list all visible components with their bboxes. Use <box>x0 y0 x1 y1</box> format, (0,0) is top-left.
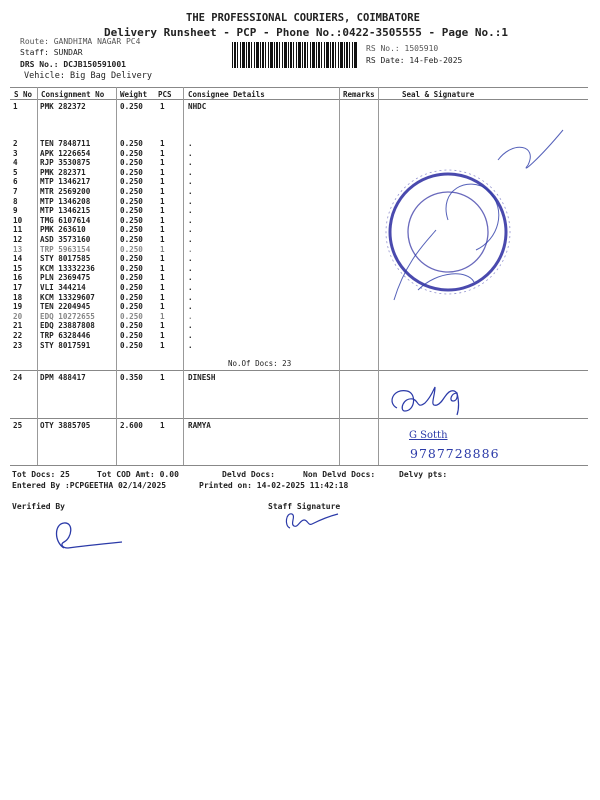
pieces: 1 <box>160 196 165 206</box>
column-divider <box>339 87 340 465</box>
consignment-number: APK 1226654 <box>40 148 91 158</box>
serial-number: 14 <box>13 254 23 264</box>
consignee-details: . <box>188 206 193 216</box>
weight: 0.250 <box>120 283 143 292</box>
consignee-details: . <box>188 167 193 177</box>
col-remarks: Remarks <box>343 90 375 99</box>
entered-by: Entered By :PCPGEETHA 02/14/2025 <box>12 481 167 490</box>
weight: 0.250 <box>120 254 143 264</box>
weight: 0.250 <box>120 139 143 148</box>
consignment-number: STY 8017585 <box>40 254 91 264</box>
weight: 0.250 <box>120 321 143 331</box>
pieces: 1 <box>160 139 165 148</box>
pieces: 1 <box>160 215 165 225</box>
pieces: 1 <box>160 340 165 350</box>
weight: 0.250 <box>120 215 143 225</box>
pieces: 1 <box>160 421 165 430</box>
consignee-details: . <box>188 187 193 196</box>
consignee-details: . <box>188 283 193 292</box>
serial-number: 20 <box>13 311 23 321</box>
weight: 0.250 <box>120 148 143 158</box>
consignment-number: TRP 6328446 <box>40 331 91 340</box>
pieces: 1 <box>160 254 165 264</box>
group-doc-count: No.Of Docs: 23 <box>228 359 292 368</box>
consignment-number: VLI 344214 <box>40 283 86 292</box>
consignee-details: DINESH <box>188 373 216 382</box>
serial-number: 10 <box>13 215 23 225</box>
consignee-details: . <box>188 302 193 312</box>
consignment-number: KCM 13332236 <box>40 263 95 273</box>
consignee-details: . <box>188 244 193 254</box>
consignment-number: STY 8017591 <box>40 340 91 350</box>
serial-number: 1 <box>13 102 18 111</box>
serial-number: 7 <box>13 187 18 196</box>
consignment-number: MTP 1346215 <box>40 206 91 216</box>
consignee-details: . <box>188 158 193 168</box>
consignee-details: . <box>188 340 193 350</box>
column-divider <box>37 87 38 465</box>
total-cod-amount: Tot COD Amt: 0.00 <box>97 470 179 479</box>
route: Route: GANDHIMA NAGAR PC4 <box>20 37 141 46</box>
serial-number: 25 <box>13 421 23 430</box>
weight: 0.250 <box>120 302 143 312</box>
verifier-signature <box>52 520 127 552</box>
table-top-border <box>10 87 588 88</box>
consignment-number: KCM 13329607 <box>40 292 95 302</box>
consignee-details: . <box>188 273 193 283</box>
weight: 0.250 <box>120 340 143 350</box>
serial-number: 8 <box>13 196 18 206</box>
document-title: Delivery Runsheet - PCP - Phone No.:0422-3505555 - Page No.:1 <box>104 26 508 39</box>
staff: Staff: SUNDAR <box>20 48 83 57</box>
consignee-details: . <box>188 263 193 273</box>
pieces: 1 <box>160 225 165 235</box>
rs-date: RS Date: 14-Feb-2025 <box>366 56 463 65</box>
weight: 0.250 <box>120 196 143 206</box>
pieces: 1 <box>160 148 165 158</box>
serial-number: 17 <box>13 283 23 292</box>
pieces: 1 <box>160 244 165 254</box>
weight: 2.600 <box>120 421 143 430</box>
weight: 0.250 <box>120 235 143 244</box>
serial-number: 9 <box>13 206 18 216</box>
pieces: 1 <box>160 187 165 196</box>
staff-signature-label: Staff Signature <box>268 502 341 511</box>
col-seal-signature: Seal & Signature <box>402 90 475 99</box>
consignee-details: . <box>188 235 193 244</box>
weight: 0.250 <box>120 167 143 177</box>
drs-number: DRS No.: DCJB150591001 <box>20 60 126 69</box>
pieces: 1 <box>160 302 165 312</box>
consignment-number: PMK 282371 <box>40 167 86 177</box>
consignment-number: PMK 282372 <box>40 102 86 111</box>
pieces: 1 <box>160 206 165 216</box>
handwritten-phone: 9787728886 <box>410 446 500 461</box>
consignee-details: . <box>188 139 193 148</box>
col-weight: Weight <box>120 90 148 99</box>
consignment-number: MTP 1346208 <box>40 196 91 206</box>
weight: 0.350 <box>120 373 143 382</box>
consignee-details: . <box>188 148 193 158</box>
pieces: 1 <box>160 311 165 321</box>
consignment-number: TMG 6107614 <box>40 215 91 225</box>
consignee-details: . <box>188 311 193 321</box>
delivery-points: Delvy pts: <box>399 470 448 479</box>
consignee-details: . <box>188 196 193 206</box>
consignment-number: RJP 3530875 <box>40 158 91 168</box>
staff-signature <box>280 508 340 532</box>
pieces: 1 <box>160 373 165 382</box>
consignment-number: EDQ 23887808 <box>40 321 95 331</box>
pieces: 1 <box>160 321 165 331</box>
weight: 0.250 <box>120 102 143 111</box>
row-divider <box>10 370 588 371</box>
serial-number: 3 <box>13 148 18 158</box>
column-divider <box>116 87 117 465</box>
company-seal-stamp <box>378 120 578 310</box>
header-bottom-border <box>10 99 588 100</box>
col-pcs: PCS <box>158 90 172 99</box>
weight: 0.250 <box>120 177 143 187</box>
serial-number: 21 <box>13 321 23 331</box>
consignment-number: TEN 2204945 <box>40 302 91 312</box>
column-divider <box>183 87 184 465</box>
pieces: 1 <box>160 273 165 283</box>
serial-number: 15 <box>13 263 23 273</box>
pieces: 1 <box>160 158 165 168</box>
serial-number: 2 <box>13 139 18 148</box>
verified-by-label: Verified By <box>12 502 65 511</box>
weight: 0.250 <box>120 206 143 216</box>
weight: 0.250 <box>120 158 143 168</box>
consignee-details: . <box>188 215 193 225</box>
consignment-number: PLN 2369475 <box>40 273 91 283</box>
delivered-docs: Delvd Docs: <box>222 470 275 479</box>
consignee-details: NHDC <box>188 102 207 111</box>
pieces: 1 <box>160 263 165 273</box>
pieces: 1 <box>160 177 165 187</box>
pieces: 1 <box>160 292 165 302</box>
serial-number: 11 <box>13 225 23 235</box>
weight: 0.250 <box>120 273 143 283</box>
consignee-details: . <box>188 292 193 302</box>
consignment-number: ASD 3573160 <box>40 235 91 244</box>
weight: 0.250 <box>120 187 143 196</box>
consignee-details: . <box>188 177 193 187</box>
pieces: 1 <box>160 167 165 177</box>
consignment-number: MTP 1346217 <box>40 177 91 187</box>
pieces: 1 <box>160 331 165 340</box>
consignment-number: EDQ 10272655 <box>40 311 95 321</box>
consignment-number: MTR 2569200 <box>40 187 91 196</box>
barcode <box>232 42 357 68</box>
consignment-number: TRP 5963154 <box>40 244 91 254</box>
col-consignment: Consignment No <box>41 90 105 99</box>
consignee-details: RAMYA <box>188 421 211 430</box>
consignment-number: PMK 263610 <box>40 225 86 235</box>
row-divider <box>10 418 588 419</box>
weight: 0.250 <box>120 244 143 254</box>
handwritten-receiver-name: G Sotth <box>409 430 448 441</box>
total-docs: Tot Docs: 25 <box>12 470 70 479</box>
table-bottom-border <box>10 465 588 466</box>
serial-number: 19 <box>13 302 23 312</box>
company-name: THE PROFESSIONAL COURIERS, COIMBATORE <box>186 12 420 24</box>
serial-number: 13 <box>13 244 23 254</box>
pieces: 1 <box>160 235 165 244</box>
serial-number: 23 <box>13 340 23 350</box>
consignment-number: TEN 7848711 <box>40 139 91 148</box>
serial-number: 5 <box>13 167 18 177</box>
col-consignee: Consignee Details <box>188 90 265 99</box>
serial-number: 24 <box>13 373 23 382</box>
weight: 0.250 <box>120 225 143 235</box>
serial-number: 12 <box>13 235 23 244</box>
serial-number: 22 <box>13 331 23 340</box>
pieces: 1 <box>160 102 165 111</box>
consignee-details: . <box>188 225 193 235</box>
serial-number: 4 <box>13 158 18 168</box>
consignee-details: . <box>188 331 193 340</box>
non-delivered-docs: Non Delvd Docs: <box>303 470 376 479</box>
serial-number: 6 <box>13 177 18 187</box>
consignee-details: . <box>188 321 193 331</box>
consignee-details: . <box>188 254 193 264</box>
weight: 0.250 <box>120 311 143 321</box>
consignment-number: DPM 488417 <box>40 373 86 382</box>
printed-on: Printed on: 14-02-2025 11:42:18 <box>199 481 349 490</box>
weight: 0.250 <box>120 292 143 302</box>
col-sno: S No <box>14 90 33 99</box>
rs-number: RS No.: 1505910 <box>366 44 439 53</box>
pieces: 1 <box>160 283 165 292</box>
signature-dinesh <box>385 383 475 418</box>
vehicle: Vehicle: Big Bag Delivery <box>24 71 152 81</box>
consignment-number: OTY 3885705 <box>40 421 91 430</box>
serial-number: 18 <box>13 292 23 302</box>
serial-number: 16 <box>13 273 23 283</box>
weight: 0.250 <box>120 263 143 273</box>
weight: 0.250 <box>120 331 143 340</box>
